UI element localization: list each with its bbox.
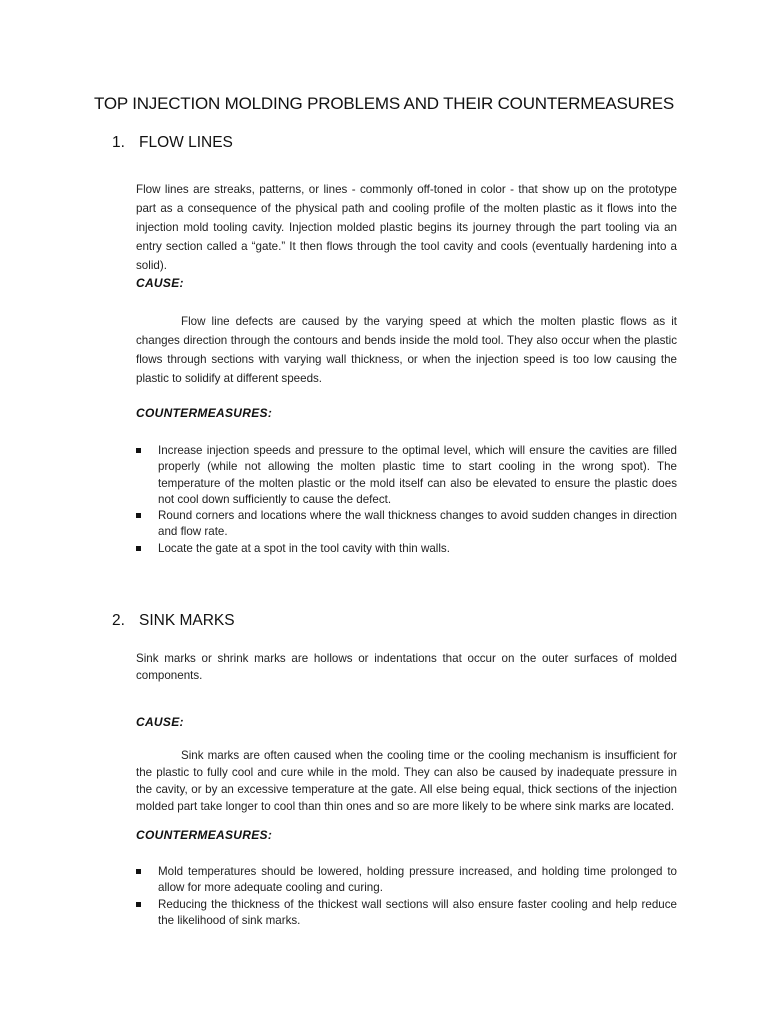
- sink-marks-countermeasures-label: COUNTERMEASURES:: [136, 828, 273, 842]
- bullet-square-icon: [136, 513, 141, 518]
- document-title: TOP INJECTION MOLDING PROBLEMS AND THEIR COUNTERMEASURES: [93, 94, 675, 113]
- list-item: Mold temperatures should be lowered, holding pressure increased, and holding time prolonged to allow for more adequate cooling and curing.: [136, 864, 677, 897]
- flow-lines-countermeasures-label: COUNTERMEASURES:: [136, 406, 273, 420]
- sink-marks-intro: Sink marks or shrink marks are hollows or indentations that occur on the outer surfaces of molded components.: [136, 652, 677, 682]
- bullet-square-icon: [136, 448, 141, 453]
- section-title: SINK MARKS: [139, 612, 235, 629]
- bullet-square-icon: [136, 546, 141, 551]
- flow-lines-countermeasures-list: [136, 443, 677, 557]
- flow-lines-intro: Flow lines are streaks, patterns, or lines - commonly off-toned in color - that show up on the prototype part as a consequence of the physical path and cooling profile of the molten plastic as it flows into the injection mold tooling cavity. Injection molded plastic begins its journey through the part tooling via an entry section called a “gate.” It then flows through the tool cavity and cools (eventually hardening into a solid).: [136, 183, 677, 272]
- section-heading-sink-marks: [112, 612, 235, 630]
- flow-lines-cause-text: Flow line defects are caused by the varying speed at which the molten plastic flows as it changes direction through the contours and bends inside the mold tool. They also occur when the plastic flows through sections with varying wall thickness, or when the injection speed is too low causing the plastic to solidify at different speeds.: [136, 315, 677, 385]
- section-heading-flow-lines: [112, 134, 233, 152]
- section-number: 1.: [112, 134, 125, 151]
- sink-marks-cause-text: Sink marks are often caused when the cooling time or the cooling mechanism is insufficient for the plastic to fully cool and cure while in the mold. They can also be caused by inadequate pressure in the cavity, or by an excessive temperature at the gate. All else being equal, thick sections of the injection molded part take longer to cool than thin ones and so are more likely to be where sink marks are located.: [136, 749, 677, 813]
- section-number: 2.: [112, 612, 125, 629]
- flow-lines-cause-label: CAUSE:: [136, 276, 184, 290]
- list-item: Reducing the thickness of the thickest wall sections will also ensure faster cooling and help reduce the likelihood of sink marks.: [136, 897, 677, 930]
- bullet-square-icon: [136, 869, 141, 874]
- section-title: FLOW LINES: [139, 134, 233, 151]
- list-item: Round corners and locations where the wall thickness changes to avoid sudden changes in direction and flow rate.: [136, 508, 677, 541]
- list-item: Increase injection speeds and pressure to the optimal level, which will ensure the cavities are filled properly (while not allowing the molten plastic time to start cooling in the wrong spot). The temperature of the molten plastic or the mold itself can also be elevated to ensure the plastic does not cool down sufficiently to cause the defect.: [136, 443, 677, 508]
- sink-marks-cause-label: CAUSE:: [136, 715, 184, 729]
- list-item: Locate the gate at a spot in the tool cavity with thin walls.: [136, 541, 677, 557]
- bullet-square-icon: [136, 902, 141, 907]
- sink-marks-countermeasures-list: [136, 864, 677, 929]
